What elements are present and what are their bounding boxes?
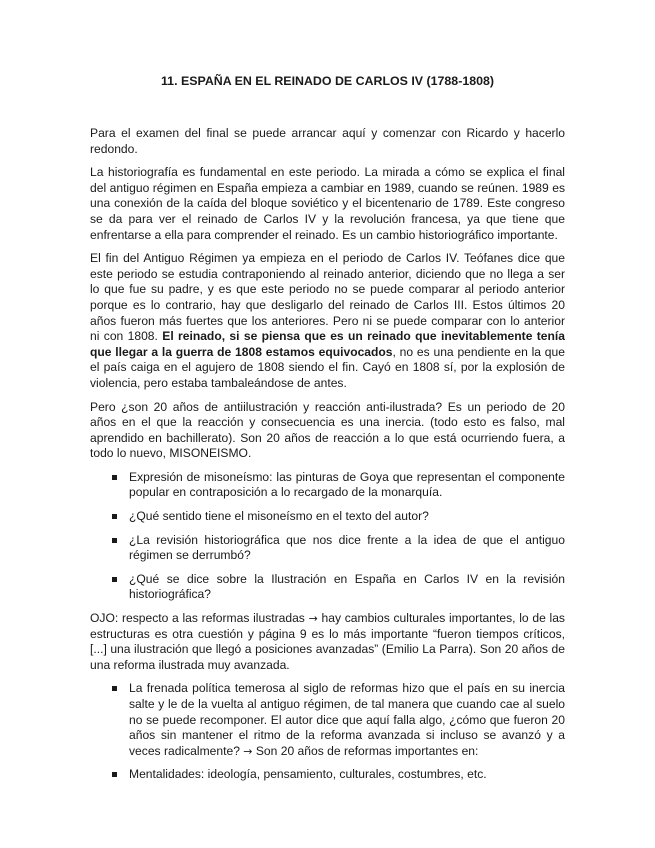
paragraph-text: El fin del Antiguo Régimen ya empieza en el periodo de Carlos IV. Teófanes dice que este periodo se estudia contraponiendo al reinado anterior, diciendo que no llega a ser lo que fue su padre, y es que este periodo no se puede comparar al periodo anterior porque es lo contrario, hay que desligarlo del reinado de Carlos III. Estos últimos 20 años fueron más fuertes que los anteriores. Pero ni se puede comparar con lo anterior ni con 1808.: [90, 251, 565, 344]
square-bullet-icon: [112, 577, 117, 582]
list-item: [112, 533, 565, 564]
list-item-text: Son 20 años de reformas importantes en:: [252, 743, 479, 758]
bullet-list-reforms: [90, 681, 565, 783]
list-item: [112, 681, 565, 759]
square-bullet-icon: [112, 475, 117, 480]
list-item: [112, 572, 565, 603]
paragraph-antiilustration: Pero ¿son 20 años de antiilustración y reacción anti-ilustrada? Es un periodo de 20 años en el que la reacción y consecuencia es una inercia. (todo esto es falso, mal aprendido en bachillerato). Son 20 años de reacción a lo que está ocurriendo fuera, a todo lo nuevo, MISONEISMO.: [90, 399, 565, 461]
square-bullet-icon: [112, 772, 117, 777]
paragraph-intro: Para el examen del final se puede arrancar aquí y comenzar con Ricardo y hacerlo redondo.: [90, 126, 565, 156]
list-item: [112, 509, 565, 525]
list-item-text: La frenada política temerosa al siglo de reformas hizo que el país en su inercia salte y le de la vuelta al antiguo régimen, de tal manera que cuando cae al suelo no se puede recomponer. El autor dice que aquí falla algo, ¿cómo que fueron 20 años sin mantener el ritmo de la reforma avanzada si incluso se avanzó y a veces radicalmente?: [129, 681, 565, 758]
paragraph-text: hay cambios culturales importantes, lo de las estructuras es otra cuestión y página 9 es lo más importante “fueron tiempos críticos, [...] una ilustración que llegó a posiciones avanzadas” (Emilio La Parra). Son 20 años de una reforma ilustrada muy avanzada.: [90, 611, 565, 672]
square-bullet-icon: [112, 514, 117, 519]
arrow-icon: →: [308, 612, 318, 626]
paragraph-end-of-old-regime: [90, 251, 565, 391]
paragraph-text: , no es una pendiente en la que el país caiga en el agujero de 1808 siendo el fin. Cayó en 1808 sí, por la explosión de violencia, pero estaba tambaleándose de antes.: [90, 344, 565, 390]
paragraph-reforms: [90, 611, 565, 673]
square-bullet-icon: [112, 538, 117, 543]
list-item: [112, 470, 565, 501]
list-item: [112, 767, 565, 783]
list-item-text: Mentalidades: ideología, pensamiento, culturales, costumbres, etc.: [129, 767, 487, 782]
arrow-icon: →: [243, 744, 253, 758]
list-item-text: ¿La revisión historiográfica que nos dice frente a la idea de que el antiguo régimen se derrumbó?: [129, 532, 565, 563]
list-item-text: Expresión de misoneísmo: las pinturas de Goya que representan el componente popular en contraposición a lo recargado de la monarquía.: [129, 469, 565, 500]
list-item-text: ¿Qué se dice sobre la Ilustración en España en Carlos IV en la revisión historiográfica?: [129, 571, 565, 602]
paragraph-text: OJO: respecto a las reformas ilustradas: [90, 611, 309, 626]
square-bullet-icon: [112, 686, 117, 691]
list-item-text: ¿Qué sentido tiene el misoneísmo en el texto del autor?: [129, 509, 429, 524]
bold-statement: El reinado, si se piensa que es un reinado que inevitablemente tenía que llegar a la guerra de 1808 estamos equivocados: [90, 329, 565, 359]
document-title: 11. ESPAÑA EN EL REINADO DE CARLOS IV (1788-1808): [160, 74, 495, 88]
paragraph-historiography: La historiografía es fundamental en este periodo. La mirada a cómo se explica el final del antiguo régimen en España empieza a cambiar en 1989, cuando se reúnen. 1989 es una conexión de la caída del bloque soviético y el bicentenario de 1789. Este congreso se da para ver el reinado de Carlos IV y la revolución francesa, ya que tiene que enfrentarse a ella para comprender el reinado. Es un cambio historiográfico importante.: [90, 165, 565, 242]
bullet-list-questions: [90, 470, 565, 603]
